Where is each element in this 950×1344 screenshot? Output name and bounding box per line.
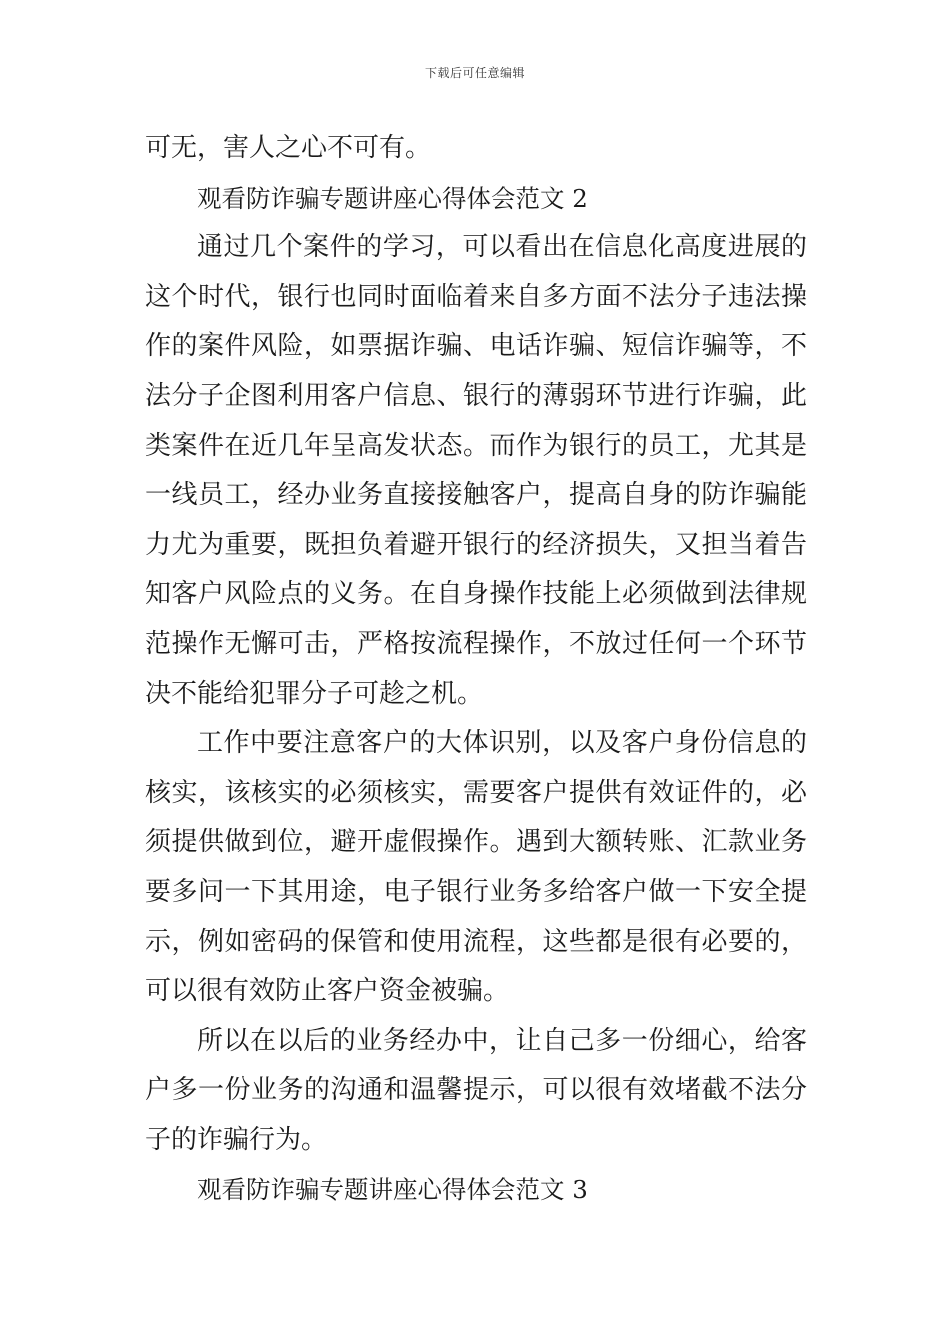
paragraph-continuation: 可无，害人之心不可有。 [145,133,432,163]
document-body [145,124,807,1215]
section-heading-2: 观看防诈骗专题讲座心得体会范文 2 [197,183,588,213]
page-header: 下载后可任意编辑 [424,66,525,80]
paragraph: 通过几个案件的学习，可以看出在信息化高度进展的这个时代，银行也同时面临着来自多方面不法分子违法操作的案件风险，如票据诈骗、电话诈骗、短信诈骗等，不法分子企图利用客户信息、银行的薄弱环节进行诈骗，此类案件在近几年呈高发状态。而作为银行的员工，尤其是一线员工，经办业务直接接触客户，提高自身的防诈骗能力尤为重要，既担负着避开银行的经济损失，又担当着告知客户风险点的义务。在自身操作技能上必须做到法律规范操作无懈可击，严格按流程操作，不放过任何一个环节决不能给犯罪分子可趁之机。 [145,232,807,709]
paragraph: 工作中要注意客户的大体识别，以及客户身份信息的核实，该核实的必须核实，需要客户提供有效证件的，必须提供做到位，避开虚假操作。遇到大额转账、汇款业务要多问一下其用途，电子银行业务多给客户做一下安全提示，例如密码的保管和使用流程，这些都是很有必要的，可以很有效防止客户资金被骗。 [145,728,807,1007]
paragraph: 所以在以后的业务经办中，让自己多一份细心，给客户多一份业务的沟通和温馨提示，可以很有效堵截不法分子的诈骗行为。 [145,1025,807,1155]
section-heading-3: 观看防诈骗专题讲座心得体会范文 3 [197,1175,588,1205]
